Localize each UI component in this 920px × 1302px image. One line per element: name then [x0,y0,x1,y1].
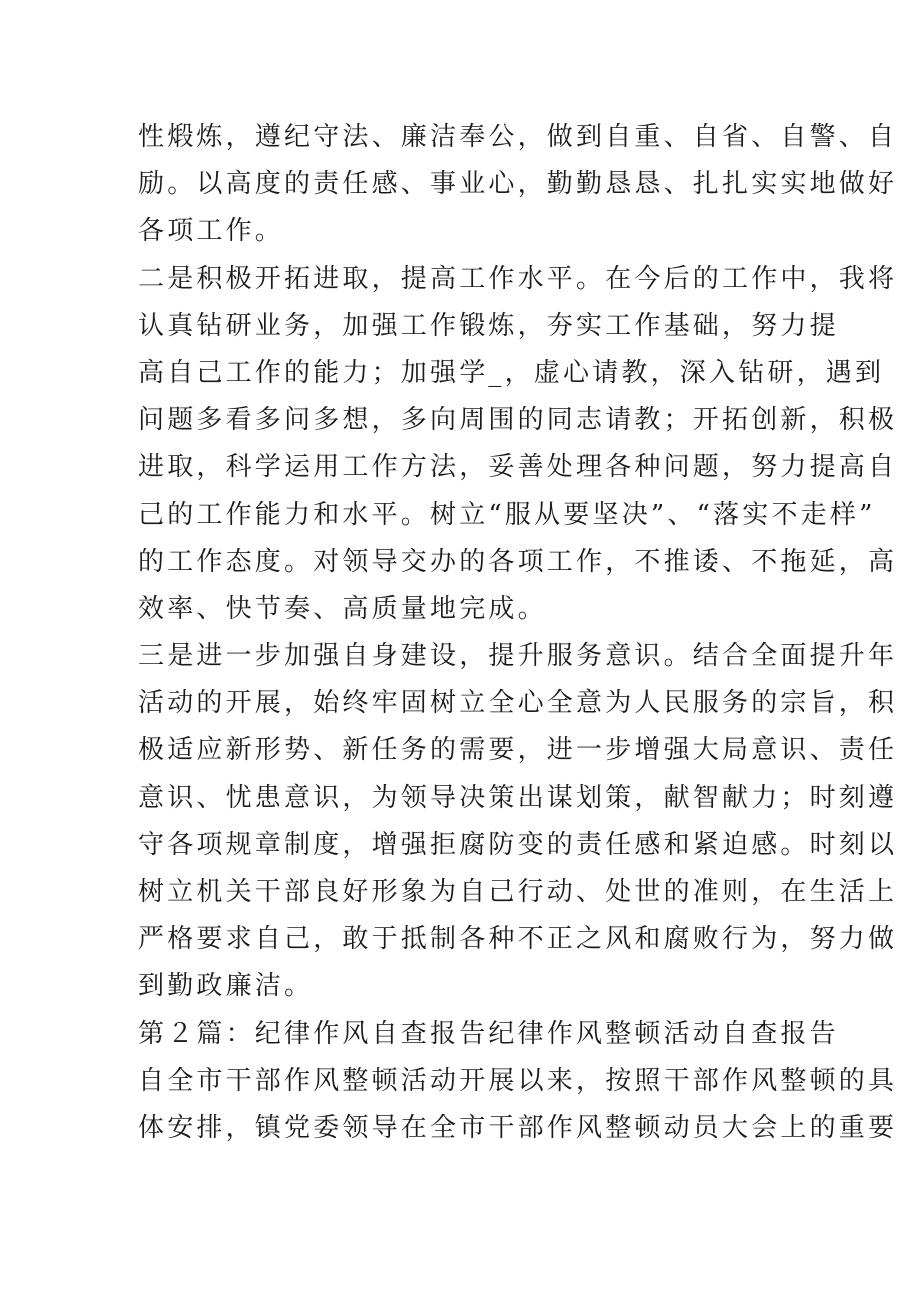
text-line: 活动的开展，始终牢固树立全心全意为人民服务的宗旨，积 [138,688,898,719]
text-line: 效率、快节奏、高质量地完成。 [138,593,547,624]
text-line: 二是积极开拓进取，提高工作水平。在今后的工作中，我将 [138,263,898,294]
text-line: 己的工作能力和水平。树立“服从要坚决”、“落实不走样” [138,499,876,530]
text-line: 守各项规章制度，增强拒腐防变的责任感和紧迫感。时刻以 [138,829,898,860]
text-line: 励。以高度的责任感、事业心，勤勤恳恳、扎扎实实地做好 [138,169,898,200]
text-line: 认真钻研业务，加强工作锻炼，夯实工作基础，努力提 [138,310,839,341]
text-line: 高自己工作的能力；加强学_，虚心请教，深入钻研，遇到 [138,357,885,388]
text-line: 的工作态度。对领导交办的各项工作，不推诿、不拖延，高 [138,546,898,577]
text-line: 三是进一步加强自身建设，提升服务意识。结合全面提升年 [138,641,898,672]
text-line: 自全市干部作风整顿活动开展以来，按照干部作风整顿的具 [138,1065,898,1096]
text-line: 性煅炼，遵纪守法、廉洁奉公，做到自重、自省、自警、自 [138,122,898,152]
text-line: 严格要求自己，敢于抵制各种不正之风和腐败行为，努力做 [138,924,898,955]
document-body [138,114,898,1152]
text-line: 极适应新形势、新任务的需要，进一步增强大局意识、责任 [138,735,898,766]
text-line: 到勤政廉洁。 [138,971,314,1002]
text-line: 意识、忧患意识，为领导决策出谋划策，献智献力；时刻遵 [138,782,898,813]
text-line: 问题多看多问多想，多向周围的同志请教；开拓创新，积极 [138,405,898,436]
text-line: 树立机关干部良好形象为自己行动、处世的准则，在生活上 [138,877,898,907]
text-line: 各项工作。 [138,216,285,247]
text-line: 进取，科学运用工作方法，妥善处理各种问题，努力提高自 [138,452,898,483]
text-line: 体安排，镇党委领导在全市干部作风整顿动员大会上的重要 [138,1112,898,1143]
section-heading: 第２篇：纪律作风自查报告纪律作风整顿活动自查报告 [138,1018,839,1049]
